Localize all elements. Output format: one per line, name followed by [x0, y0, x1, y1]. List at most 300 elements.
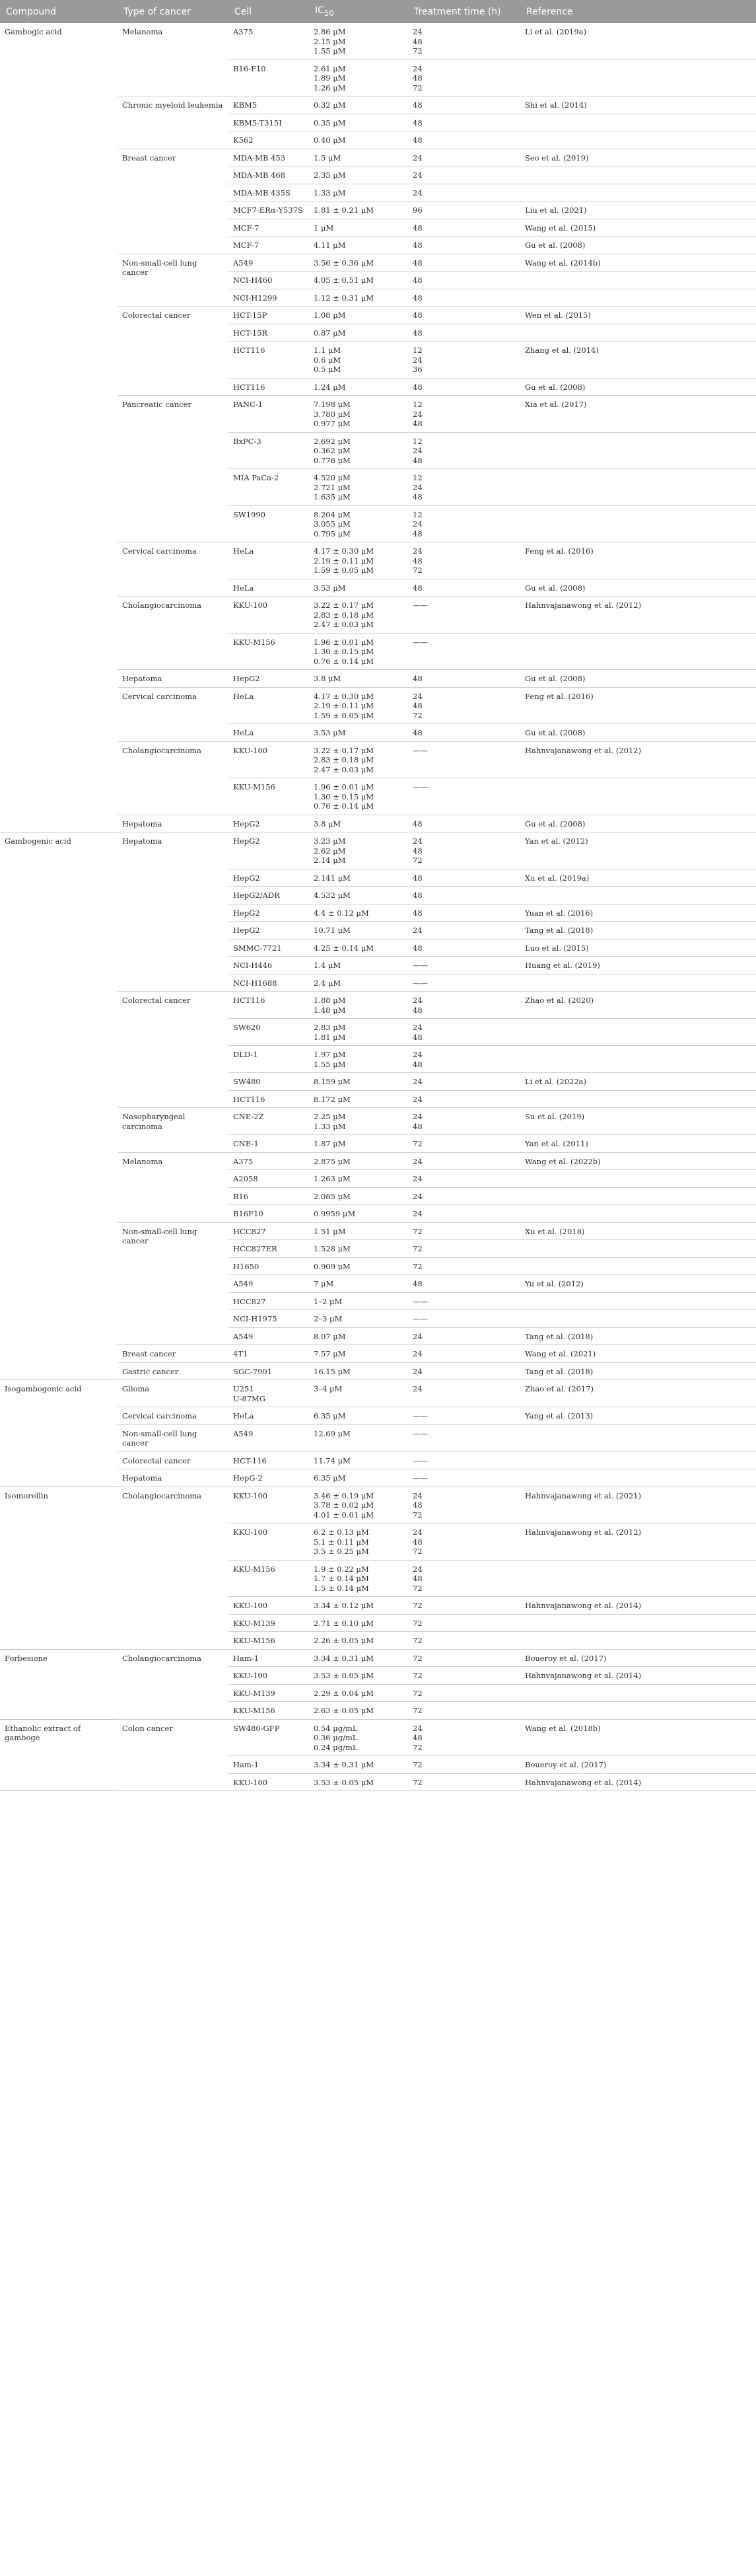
- table-row: [0, 832, 756, 869]
- reference-cell: [520, 505, 756, 542]
- reference-cell: [520, 1257, 756, 1275]
- ic50-cell: 4.520 μM 2.721 μM 1.635 μM: [309, 469, 408, 506]
- cell-line-cell: SW480-GFP: [228, 1719, 309, 1756]
- cancer-type-cell: Chronic myeloid leukemia: [118, 96, 228, 149]
- treatment-time-cell: 48: [408, 378, 520, 396]
- cell-line-cell: KKU-M139: [228, 1614, 309, 1632]
- cell-line-cell: HeLa: [228, 1407, 309, 1425]
- ic50-cell: 2.25 μM 1.33 μM: [309, 1108, 408, 1135]
- cancer-type-cell: Hepatoma: [118, 815, 228, 832]
- reference-cell: Li et al. (2019a): [520, 23, 756, 59]
- cell-line-cell: SMMC-7721: [228, 939, 309, 957]
- reference-cell: Tang et al. (2018): [520, 1362, 756, 1380]
- reference-cell: [520, 1019, 756, 1046]
- cell-line-cell: SW480: [228, 1073, 309, 1091]
- reference-cell: Tang et al. (2018): [520, 1327, 756, 1345]
- cancer-type-cell: Breast cancer: [118, 149, 228, 254]
- treatment-time-cell: 48: [408, 307, 520, 324]
- compound-cell: Ethanolic extract of gamboge: [0, 1719, 118, 1791]
- reference-cell: Hahnvajanawong et al. (2014): [520, 1773, 756, 1791]
- treatment-time-cell: 72: [408, 1597, 520, 1615]
- cancer-type-cell: Non-small-cell lung cancer: [118, 1424, 228, 1452]
- cancer-type-cell: Non-small-cell lung cancer: [118, 1222, 228, 1345]
- treatment-time-cell: 48: [408, 815, 520, 832]
- ic50-cell: 1.528 μM: [309, 1240, 408, 1258]
- cell-line-cell: B16-F10: [228, 59, 309, 96]
- cell-line-cell: KKU-100: [228, 1773, 309, 1791]
- ic50-cell: 3.34 ± 0.31 μM: [309, 1649, 408, 1667]
- reference-cell: Gu et al. (2008): [520, 724, 756, 742]
- cell-line-cell: A549: [228, 254, 309, 272]
- reference-cell: Yu et al. (2012): [520, 1275, 756, 1293]
- cell-line-cell: BxPC-3: [228, 432, 309, 469]
- reference-cell: Zhang et al. (2014): [520, 342, 756, 379]
- treatment-time-cell: 24: [408, 1170, 520, 1188]
- cell-line-cell: A549: [228, 1275, 309, 1293]
- cell-line-cell: A375: [228, 1152, 309, 1170]
- cancer-type-cell: Gastric cancer: [118, 1362, 228, 1380]
- ic50-cell: 2.71 ± 0.10 μM: [309, 1614, 408, 1632]
- reference-cell: Hahnvajanawong et al. (2012): [520, 1524, 756, 1561]
- treatment-time-cell: ——: [408, 741, 520, 778]
- header-row: [0, 0, 756, 23]
- cell-line-cell: HCT116: [228, 992, 309, 1019]
- cancer-type-cell: Cholangiocarcinoma: [118, 1649, 228, 1719]
- cell-line-cell: HepG2: [228, 922, 309, 939]
- reference-cell: Hahnvajanawong et al. (2012): [520, 741, 756, 778]
- treatment-time-cell: 24 48 72: [408, 1560, 520, 1597]
- reference-cell: [520, 1452, 756, 1469]
- ic50-cell: 2.83 μM 1.81 μM: [309, 1019, 408, 1046]
- treatment-time-cell: ——: [408, 957, 520, 975]
- cell-line-cell: A2058: [228, 1170, 309, 1188]
- ic50-cell: 2.29 ± 0.04 μM: [309, 1684, 408, 1702]
- cancer-type-cell: Hepatoma: [118, 832, 228, 992]
- treatment-time-cell: 24 48: [408, 992, 520, 1019]
- reference-cell: Wang et al. (2015): [520, 219, 756, 237]
- reference-cell: Hahnvajanawong et al. (2012): [520, 597, 756, 634]
- reference-cell: Boueroy et al. (2017): [520, 1649, 756, 1667]
- ic50-cell: 8.159 μM: [309, 1073, 408, 1091]
- cell-line-cell: SGC-7901: [228, 1362, 309, 1380]
- cancer-type-cell: Cervical carcinoma: [118, 542, 228, 597]
- reference-cell: [520, 1684, 756, 1702]
- cell-line-cell: HeLa: [228, 687, 309, 724]
- treatment-time-cell: 72: [408, 1649, 520, 1667]
- cell-line-cell: KKU-100: [228, 1667, 309, 1685]
- reference-cell: Hahnvajanawong et al. (2014): [520, 1597, 756, 1615]
- ic50-cell: 3.34 ± 0.12 μM: [309, 1597, 408, 1615]
- cell-line-cell: B16: [228, 1187, 309, 1205]
- cell-line-cell: 4T1: [228, 1345, 309, 1363]
- compound-cell: Isogambogenic acid: [0, 1380, 118, 1487]
- ic50-cell: 0.54 μg/mL 0.36 μg/mL 0.24 μg/mL: [309, 1719, 408, 1756]
- ic50-cell: 4.17 ± 0.30 μM 2.19 ± 0.11 μM 1.59 ± 0.05 μM: [309, 542, 408, 579]
- reference-cell: Zhao et al. (2017): [520, 1380, 756, 1407]
- cell-line-cell: NCI-H446: [228, 957, 309, 975]
- treatment-time-cell: 72: [408, 1240, 520, 1258]
- treatment-time-cell: 24 48 72: [408, 1524, 520, 1561]
- treatment-time-cell: ——: [408, 1424, 520, 1452]
- cell-line-cell: KKU-M156: [228, 778, 309, 815]
- reference-cell: [520, 1632, 756, 1650]
- ic50-cell: 0.32 μM: [309, 96, 408, 114]
- treatment-time-cell: ——: [408, 1452, 520, 1469]
- treatment-time-cell: 48: [408, 869, 520, 887]
- reference-cell: [520, 432, 756, 469]
- cell-line-cell: H1650: [228, 1257, 309, 1275]
- treatment-time-cell: 48: [408, 96, 520, 114]
- treatment-time-cell: 72: [408, 1756, 520, 1774]
- reference-cell: [520, 1469, 756, 1487]
- treatment-time-cell: 48: [408, 579, 520, 597]
- reference-cell: Seo et al. (2019): [520, 149, 756, 166]
- header-ic50: $IC_{50}$: [309, 0, 408, 23]
- cell-line-cell: MDA-MB 453: [228, 149, 309, 166]
- treatment-time-cell: 48: [408, 254, 520, 272]
- treatment-time-cell: 72: [408, 1135, 520, 1153]
- treatment-time-cell: ——: [408, 974, 520, 992]
- ic50-cell: 0.9959 μM: [309, 1205, 408, 1223]
- reference-cell: Tang et al. (2018): [520, 922, 756, 939]
- cancer-type-cell: Colorectal cancer: [118, 1452, 228, 1469]
- ic50-cell: 1.88 μM 1.48 μM: [309, 992, 408, 1019]
- ic50-cell: 2.35 μM: [309, 166, 408, 184]
- treatment-time-cell: 24 48 72: [408, 687, 520, 724]
- reference-cell: Huang et al. (2019): [520, 957, 756, 975]
- ic50-cell: 4.4 ± 0.12 μM: [309, 904, 408, 922]
- cell-line-cell: HCC827: [228, 1292, 309, 1310]
- ic50-cell: 3.53 ± 0.05 μM: [309, 1773, 408, 1791]
- ic50-cell: 0.909 μM: [309, 1257, 408, 1275]
- ic50-cell: 1.97 μM 1.55 μM: [309, 1046, 408, 1073]
- treatment-time-cell: 24 48 72: [408, 59, 520, 96]
- treatment-time-cell: 12 24 48: [408, 396, 520, 433]
- treatment-time-cell: 24 48 72: [408, 23, 520, 59]
- treatment-time-cell: 72: [408, 1773, 520, 1791]
- treatment-time-cell: 24: [408, 1345, 520, 1363]
- table-row: [0, 23, 756, 59]
- cancer-type-cell: Non-small-cell lung cancer: [118, 254, 228, 307]
- reference-cell: Boueroy et al. (2017): [520, 1756, 756, 1774]
- treatment-time-cell: 24: [408, 1362, 520, 1380]
- treatment-time-cell: 24 48 72: [408, 1719, 520, 1756]
- ic50-cell: 1.96 ± 0.01 μM 1.30 ± 0.15 μM 0.76 ± 0.14 μM: [309, 778, 408, 815]
- reference-cell: [520, 1424, 756, 1452]
- treatment-time-cell: 72: [408, 1614, 520, 1632]
- reference-cell: [520, 1240, 756, 1258]
- reference-cell: Feng et al. (2016): [520, 687, 756, 724]
- ic50-cell: 8.07 μM: [309, 1327, 408, 1345]
- treatment-time-cell: 24 48: [408, 1046, 520, 1073]
- cell-line-cell: Ham-1: [228, 1756, 309, 1774]
- ic50-cell: 1.51 μM: [309, 1222, 408, 1240]
- reference-cell: [520, 1292, 756, 1310]
- cell-line-cell: HepG2: [228, 869, 309, 887]
- cancer-type-cell: Colon cancer: [118, 1719, 228, 1791]
- treatment-time-cell: ——: [408, 1292, 520, 1310]
- reference-cell: Su et al. (2019): [520, 1108, 756, 1135]
- treatment-time-cell: ——: [408, 633, 520, 670]
- reference-cell: Yan et al. (2011): [520, 1135, 756, 1153]
- cell-line-cell: KBM5-T315I: [228, 114, 309, 131]
- ic50-cell: 1.24 μM: [309, 378, 408, 396]
- ic50-cell: 2.875 μM: [309, 1152, 408, 1170]
- cancer-type-cell: Pancreatic cancer: [118, 396, 228, 542]
- ic50-cell: 1.4 μM: [309, 957, 408, 975]
- cell-line-cell: MCF-7: [228, 219, 309, 237]
- cell-line-cell: MCF7-ERα-Y537S: [228, 202, 309, 219]
- reference-cell: [520, 272, 756, 289]
- reference-cell: [520, 324, 756, 342]
- ic50-cell: 3.8 μM: [309, 815, 408, 832]
- cell-line-cell: MDA-MB 468: [228, 166, 309, 184]
- ic50-cell: 6.2 ± 0.13 μM 5.1 ± 0.11 μM 3.5 ± 0.25 μM: [309, 1524, 408, 1561]
- treatment-time-cell: 24: [408, 1380, 520, 1407]
- treatment-time-cell: 72: [408, 1632, 520, 1650]
- ic50-cell: 3.53 μM: [309, 724, 408, 742]
- cell-line-cell: HCC827ER: [228, 1240, 309, 1258]
- reference-cell: Hahnvajanawong et al. (2021): [520, 1487, 756, 1524]
- ic50-cell: 6.35 μM: [309, 1407, 408, 1425]
- ic50-cell: 2.4 μM: [309, 974, 408, 992]
- ic50-cell: 3.53 μM: [309, 579, 408, 597]
- cell-line-cell: PANC-1: [228, 396, 309, 433]
- ic50-cell: 2–3 μM: [309, 1310, 408, 1328]
- ic50-cell: 4.11 μM: [309, 237, 408, 254]
- ic50-cell: 1.12 ± 0.31 μM: [309, 289, 408, 307]
- treatment-time-cell: 48: [408, 724, 520, 742]
- ic50-cell: 4.25 ± 0.14 μM: [309, 939, 408, 957]
- ic50-cell: 0.35 μM: [309, 114, 408, 131]
- treatment-time-cell: 24: [408, 1327, 520, 1345]
- reference-cell: [520, 1187, 756, 1205]
- reference-cell: Xia et al. (2017): [520, 396, 756, 433]
- reference-cell: Zhao et al. (2020): [520, 992, 756, 1019]
- ic50-cell: 1.33 μM: [309, 184, 408, 202]
- ic50-cell: 1–2 μM: [309, 1292, 408, 1310]
- treatment-time-cell: 24 48 72: [408, 832, 520, 869]
- ic50-cell: 0.40 μM: [309, 131, 408, 149]
- cell-line-cell: Ham-1: [228, 1649, 309, 1667]
- ic50-cell: 2.61 μM 1.89 μM 1.26 μM: [309, 59, 408, 96]
- treatment-time-cell: 48: [408, 219, 520, 237]
- cell-line-cell: HCT-15R: [228, 324, 309, 342]
- cell-line-cell: HepG2/ADR: [228, 887, 309, 904]
- cell-line-cell: KBM5: [228, 96, 309, 114]
- reference-cell: Wang et al. (2018b): [520, 1719, 756, 1756]
- cancer-type-cell: Melanoma: [118, 1152, 228, 1222]
- treatment-time-cell: 96: [408, 202, 520, 219]
- reference-cell: Liu et al. (2021): [520, 202, 756, 219]
- ic50-cell: 10.71 μM: [309, 922, 408, 939]
- ic50-cell: 3.56 ± 0.36 μM: [309, 254, 408, 272]
- cell-line-cell: HCC827: [228, 1222, 309, 1240]
- header-cancer-type: Type of cancer: [118, 0, 228, 23]
- cancer-type-cell: Colorectal cancer: [118, 992, 228, 1108]
- cell-line-cell: KKU-100: [228, 1487, 309, 1524]
- reference-cell: [520, 289, 756, 307]
- cell-line-cell: B16F10: [228, 1205, 309, 1223]
- treatment-time-cell: 24: [408, 1073, 520, 1091]
- ic50-cell: 4.05 ± 0.51 μM: [309, 272, 408, 289]
- treatment-time-cell: 24: [408, 1090, 520, 1108]
- treatment-time-cell: 24: [408, 184, 520, 202]
- reference-cell: [520, 166, 756, 184]
- cell-line-cell: CNE-2Z: [228, 1108, 309, 1135]
- header-treatment-time: Treatment time (h): [408, 0, 520, 23]
- treatment-time-cell: 24: [408, 1152, 520, 1170]
- reference-cell: Wen et al. (2015): [520, 307, 756, 324]
- reference-cell: [520, 469, 756, 506]
- treatment-time-cell: 48: [408, 939, 520, 957]
- reference-cell: [520, 887, 756, 904]
- ic50-cell: 8.172 μM: [309, 1090, 408, 1108]
- ic50-cell: 2.141 μM: [309, 869, 408, 887]
- reference-cell: [520, 1170, 756, 1188]
- reference-cell: [520, 1090, 756, 1108]
- ic50-cell: 4.532 μM: [309, 887, 408, 904]
- cell-line-cell: NCI-H460: [228, 272, 309, 289]
- treatment-time-cell: 24: [408, 149, 520, 166]
- cancer-type-cell: Melanoma: [118, 23, 228, 96]
- header-compound: Compound: [0, 0, 118, 23]
- cell-line-cell: A375: [228, 23, 309, 59]
- cancer-type-cell: Nasopharyngeal carcinoma: [118, 1108, 228, 1153]
- treatment-time-cell: 72: [408, 1667, 520, 1685]
- treatment-time-cell: 48: [408, 289, 520, 307]
- treatment-time-cell: 24 48 72: [408, 1487, 520, 1524]
- reference-cell: Yang et al. (2013): [520, 1407, 756, 1425]
- reference-cell: [520, 778, 756, 815]
- ic50-cell: 1.5 μM: [309, 149, 408, 166]
- ic50-cell: 1.263 μM: [309, 1170, 408, 1188]
- cell-line-cell: CNE-1: [228, 1135, 309, 1153]
- treatment-time-cell: 48: [408, 670, 520, 688]
- cell-line-cell: HCT116: [228, 342, 309, 379]
- cell-line-cell: HeLa: [228, 542, 309, 579]
- treatment-time-cell: ——: [408, 1310, 520, 1328]
- cell-line-cell: MIA PaCa-2: [228, 469, 309, 506]
- ic50-cell: 6.35 μM: [309, 1469, 408, 1487]
- cell-line-cell: KKU-100: [228, 1597, 309, 1615]
- cell-line-cell: MCF-7: [228, 237, 309, 254]
- table-row: [0, 1380, 756, 1407]
- treatment-time-cell: 72: [408, 1222, 520, 1240]
- reference-cell: [520, 1310, 756, 1328]
- reference-cell: Yan et al. (2012): [520, 832, 756, 869]
- reference-cell: [520, 1046, 756, 1073]
- ic50-cell: 3.23 μM 2.62 μM 2.14 μM: [309, 832, 408, 869]
- reference-cell: Hahnvajanawong et al. (2014): [520, 1667, 756, 1685]
- reference-cell: Feng et al. (2016): [520, 542, 756, 579]
- treatment-time-cell: 72: [408, 1702, 520, 1720]
- compound-cell: Gambogic acid: [0, 23, 118, 832]
- cell-line-cell: KKU-M156: [228, 1560, 309, 1597]
- cell-line-cell: HeLa: [228, 724, 309, 742]
- ic50-cell: 1.1 μM 0.6 μM 0.5 μM: [309, 342, 408, 379]
- treatment-time-cell: 48: [408, 272, 520, 289]
- treatment-time-cell: 72: [408, 1684, 520, 1702]
- ic50-cell: 3–4 μM: [309, 1380, 408, 1407]
- cell-line-cell: SW1990: [228, 505, 309, 542]
- reference-cell: Gu et al. (2008): [520, 815, 756, 832]
- reference-cell: Gu et al. (2008): [520, 237, 756, 254]
- ic50-cell: 7 μM: [309, 1275, 408, 1293]
- treatment-time-cell: 24 48 72: [408, 542, 520, 579]
- reference-cell: [520, 1702, 756, 1720]
- table-row: [0, 1487, 756, 1524]
- cell-line-cell: HCT116: [228, 1090, 309, 1108]
- reference-cell: Xu et al. (2018): [520, 1222, 756, 1240]
- reference-cell: [520, 1614, 756, 1632]
- cell-line-cell: KKU-M156: [228, 1632, 309, 1650]
- cell-line-cell: HCT116: [228, 378, 309, 396]
- cell-line-cell: KKU-M139: [228, 1684, 309, 1702]
- cancer-type-cell: Cervical carcinoma: [118, 1407, 228, 1425]
- cell-line-cell: HCT-116: [228, 1452, 309, 1469]
- ic50-cell: 2.63 ± 0.05 μM: [309, 1702, 408, 1720]
- cell-line-cell: HepG2: [228, 670, 309, 688]
- cell-line-cell: HepG2: [228, 904, 309, 922]
- treatment-time-cell: 48: [408, 1275, 520, 1293]
- treatment-time-cell: 48: [408, 324, 520, 342]
- ic50-cell: 11.74 μM: [309, 1452, 408, 1469]
- header-reference: Reference: [520, 0, 756, 23]
- treatment-time-cell: 12 24 48: [408, 505, 520, 542]
- cancer-type-cell: Cervical carcinoma: [118, 687, 228, 741]
- treatment-time-cell: 12 24 48: [408, 432, 520, 469]
- cell-line-cell: KKU-M156: [228, 633, 309, 670]
- reference-cell: Gu et al. (2008): [520, 378, 756, 396]
- treatment-time-cell: 48: [408, 904, 520, 922]
- cell-line-cell: HepG2: [228, 832, 309, 869]
- treatment-time-cell: 48: [408, 887, 520, 904]
- ic50-cell: 3.34 ± 0.31 μM: [309, 1756, 408, 1774]
- cell-line-cell: SW620: [228, 1019, 309, 1046]
- cancer-type-cell: Colorectal cancer: [118, 307, 228, 396]
- cancer-type-cell: Hepatoma: [118, 670, 228, 688]
- cell-line-cell: KKU-100: [228, 1524, 309, 1561]
- treatment-time-cell: 24: [408, 1205, 520, 1223]
- compound-cell: Isomorellin: [0, 1487, 118, 1649]
- cell-line-cell: KKU-100: [228, 741, 309, 778]
- ic50-cell: 8.204 μM 3.055 μM 0.795 μM: [309, 505, 408, 542]
- header-cell: Cell: [228, 0, 309, 23]
- reference-cell: Wang et al. (2022b): [520, 1152, 756, 1170]
- ic50-cell: 1 μM: [309, 219, 408, 237]
- treatment-time-cell: 72: [408, 1257, 520, 1275]
- ic50-cell: 4.17 ± 0.30 μM 2.19 ± 0.11 μM 1.59 ± 0.05 μM: [309, 687, 408, 724]
- reference-cell: Gu et al. (2008): [520, 579, 756, 597]
- ic50-cell: 7.57 μM: [309, 1345, 408, 1363]
- treatment-time-cell: ——: [408, 1469, 520, 1487]
- treatment-time-cell: 12 24 36: [408, 342, 520, 379]
- cell-line-cell: NCI-H1688: [228, 974, 309, 992]
- ic50-cell: 3.22 ± 0.17 μM 2.83 ± 0.18 μM 2.47 ± 0.03 μM: [309, 741, 408, 778]
- table-body: [0, 23, 756, 1791]
- treatment-time-cell: 12 24 48: [408, 469, 520, 506]
- compound-cell: Gambogenic acid: [0, 832, 118, 1380]
- reference-cell: Yuan et al. (2016): [520, 904, 756, 922]
- cancer-type-cell: Hepatoma: [118, 1469, 228, 1487]
- ic50-cell: 3.22 ± 0.17 μM 2.83 ± 0.18 μM 2.47 ± 0.03 μM: [309, 597, 408, 634]
- cell-line-cell: HepG-2: [228, 1469, 309, 1487]
- ic50-cell: 2.692 μM 0.362 μM 0.778 μM: [309, 432, 408, 469]
- reference-cell: Wang et al. (2014b): [520, 254, 756, 272]
- cell-line-cell: HCT-15P: [228, 307, 309, 324]
- reference-cell: Li et al. (2022a): [520, 1073, 756, 1091]
